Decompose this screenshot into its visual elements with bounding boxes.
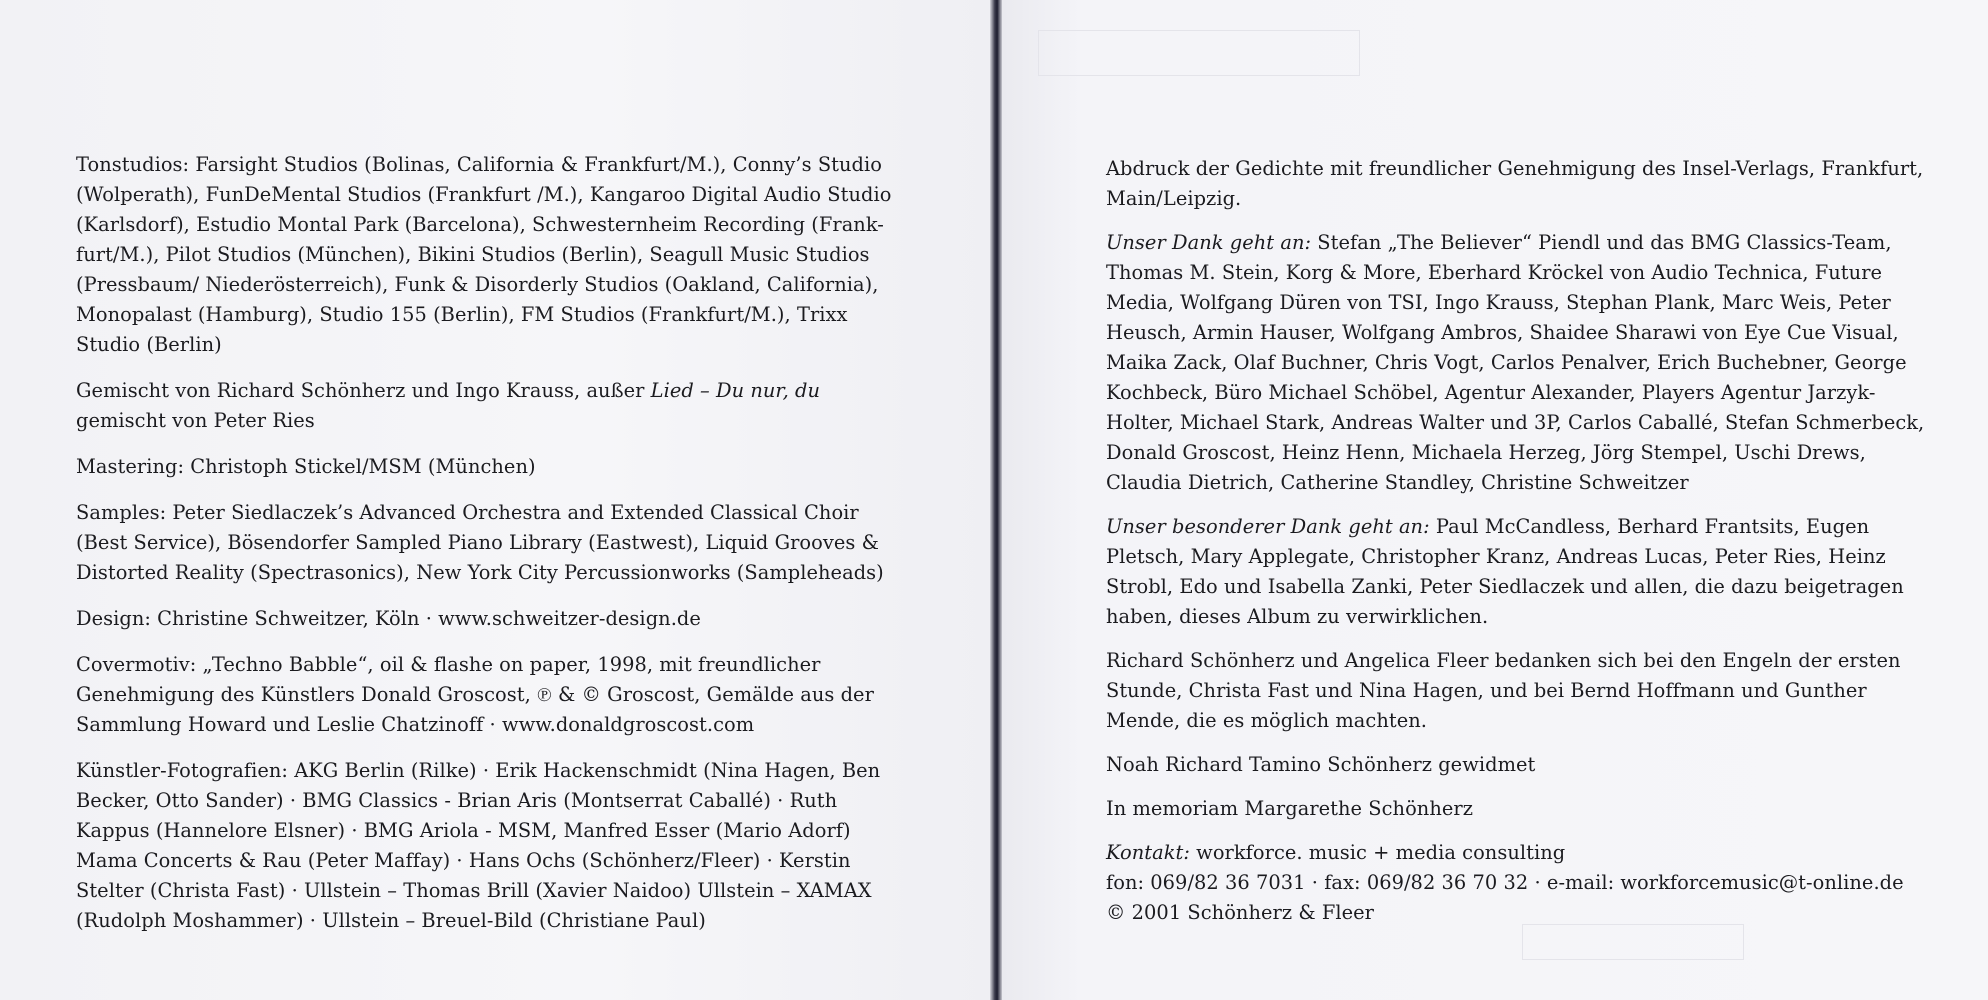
right-page [1002,0,1988,1000]
thanks-paragraph [1106,228,1936,498]
dedication-paragraph: Noah Richard Tamino Schönherz gewidmet [1106,753,1536,776]
special-thanks-label: Unser besonderer Dank geht an: [1106,515,1430,538]
special-thanks-paragraph [1106,512,1936,632]
memoriam-paragraph: In memoriam Margarethe Schönherz [1106,797,1473,820]
contact-phone-fax-email: fon: 069/82 36 7031 · fax: 069/82 36 70 32 · e-mail: workforcemusic@t-online.de [1106,871,1904,894]
contact-paragraph [1106,838,1936,928]
right-credits-column [1106,154,1936,942]
mixing-paragraph [76,376,896,436]
cover-motif-paragraph: Covermotiv: „Techno Babble“, oil & flashe on paper, 1998, mit freundlicher Genehmigung des Künstlers Donald Groscost, ℗ & © Groscost, Gemälde aus der Sammlung Howard und Leslie Chatzinoff · www.donaldgroscost.com [76,653,874,736]
angels-paragraph: Richard Schönherz und Angelica Fleer bedanken sich bei den Engeln der ersten Stunde, Christa Fast und Nina Hagen, und bei Bernd Hoffmann und Gunther Mende, die es möglich machten. [1106,649,1901,732]
left-page [0,0,990,1000]
show-through-box [1038,30,1360,76]
thanks-names: Stefan „The Believer“ Piendl und das BMG Classics-Team, Thomas M. Stein, Korg & More, Eberhard Kröckel von Audio Technica, Future Media, Wolfgang Düren von TSI, Ingo Krauss, Stephan Plank, Marc Weis, Peter Heusch, Armin Hauser, Wolfgang Ambros, Shaidee Sharawi von Eye Cue Visual, Maika Zack, Olaf Buchner, Chris Vogt, Carlos Penalver, Erich Buchebner, George Kochbeck, Büro Michael Schöbel, Agentur Alexander, Players Agentur Jarzyk-Holter, Michael Stark, Andreas Walter und 3P, Carlos Caballé, Stefan Schmerbeck, Donald Groscost, Heinz Henn, Michaela Herzeg, Jörg Stempel, Uschi Drews, Claudia Dietrich, Catherine Standley, Christine Schweitzer [1106,231,1925,494]
copyright-line: © 2001 Schönherz & Fleer [1106,901,1374,924]
booklet-spine [990,0,1002,1000]
mixing-suffix: gemischt von Peter Ries [76,409,315,432]
photographers-paragraph: Künstler-Fotografien: AKG Berlin (Rilke) · Erik Hackenschmidt (Nina Hagen, Ben Becker, Otto Sander) · BMG Classics - Brian Aris (Montserrat Caballé) · Ruth Kappus (Hannelore Elsner) · BMG Ariola - MSM, Manfred Esser (Mario Adorf) Mama Concerts & Rau (Peter Maffay) · Hans Ochs (Schönherz/Fleer) · Kerstin Stelter (Christa Fast) · Ullstein – Thomas Brill (Xavier Naidoo) Ullstein – XAMAX (Rudolph Moshammer) · Ullstein – Breuel-Bild (Christiane Paul) [76,759,881,932]
left-credits-column [76,150,896,952]
mixing-prefix: Gemischt von Richard Schönherz und Ingo Krauss, außer [76,379,651,402]
insel-verlag-paragraph: Abdruck der Gedichte mit freundlicher Genehmigung des Insel-Verlags, Frankfurt, Main/Leipzig. [1106,157,1924,210]
contact-company: workforce. music + media consulting [1189,841,1566,864]
studios-paragraph: Tonstudios: Farsight Studios (Bolinas, California & Frankfurt/M.), Conny’s Studio (Wolperath), FunDeMental Studios (Frankfurt /M.), Kangaroo Digital Audio Studio (Karlsdorf), Estudio Montal Park (Barcelona), Schwesternheim Recording (Frank-furt/M.), Pilot Studios (München), Bikini Studios (Berlin), Seagull Music Studios (Pressbaum/ Niederösterreich), Funk & Disorderly Studios (Oakland, California), Monopalast (Hamburg), Studio 155 (Berlin), FM Studios (Frankfurt/M.), Trixx Studio (Berlin) [76,153,892,356]
mixing-song-title: Lied – Du nur, du [650,379,821,402]
thanks-label: Unser Dank geht an: [1106,231,1312,254]
special-thanks-names: Paul McCandless, Berhard Frantsits, Eugen Pletsch, Mary Applegate, Christopher Kranz, Andreas Lucas, Peter Ries, Heinz Strobl, Edo und Isabella Zanki, Peter Siedlaczek und allen, die dazu beigetragen haben, dieses Album zu verwirklichen. [1106,515,1904,628]
samples-paragraph: Samples: Peter Siedlaczek’s Advanced Orchestra and Extended Classical Choir (Best Service), Bösendorfer Sampled Piano Library (Eastwest), Liquid Grooves & Distorted Reality (Spectrasonics), New York City Percussionworks (Sampleheads) [76,501,884,584]
design-paragraph: Design: Christine Schweitzer, Köln · www.schweitzer-design.de [76,607,701,630]
mastering-paragraph: Mastering: Christoph Stickel/MSM (München) [76,455,536,478]
contact-label: Kontakt: [1106,841,1190,864]
